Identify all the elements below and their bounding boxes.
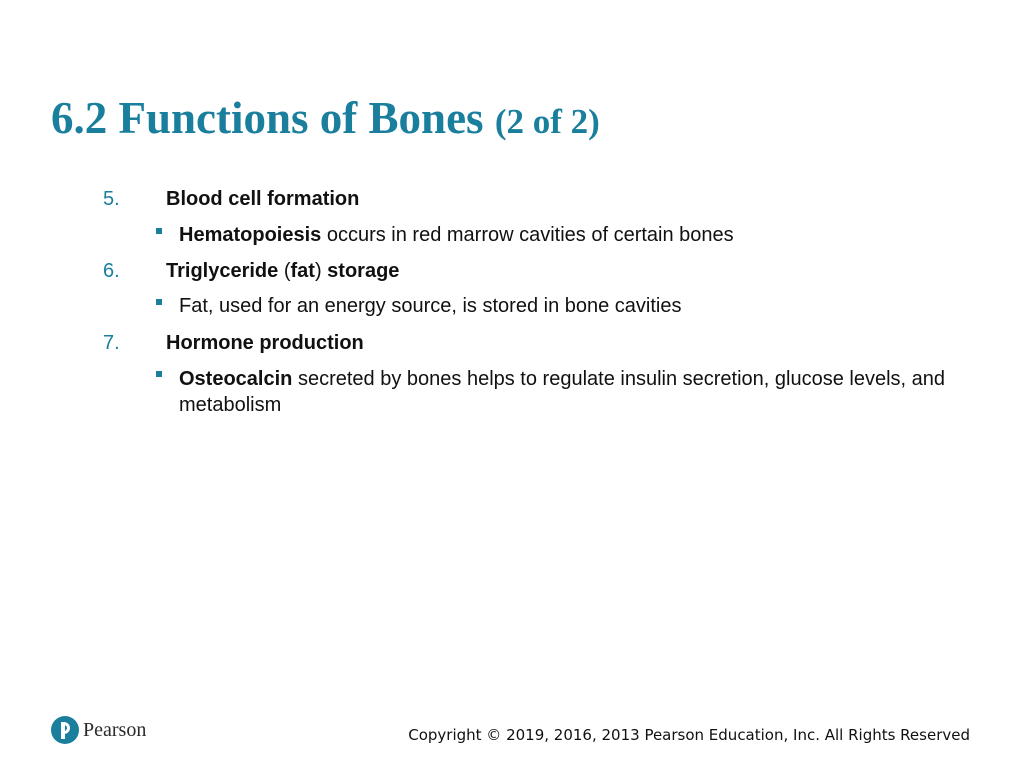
slide-title-main: 6.2 Functions of Bones [51,93,484,143]
item-detail-term: Osteocalcin [179,368,293,390]
bullet-square-icon [156,371,162,377]
bullet-square-icon [156,299,162,305]
item-detail-term: Hematopoiesis [179,224,322,246]
item-number: 5. [103,188,120,210]
item-detail-text: secreted by bones helps to regulate insulin secretion, glucose levels, and metabolism [179,368,946,416]
item-heading-part: storage [327,260,400,282]
item-heading-part: ( [278,260,291,282]
item-number: 6. [103,260,120,282]
item-heading [166,259,399,283]
item-heading-part: ) [314,260,328,282]
item-heading-part: fat [290,260,315,282]
copyright-notice: Copyright © 2019, 2016, 2013 Pearson Education, Inc. All Rights Reserved [408,726,970,744]
item-detail [179,222,969,248]
item-detail [179,293,969,319]
item-detail-text: Fat, used for an energy source, is stored in bone cavities [179,295,682,317]
pearson-p-icon [51,716,79,744]
item-heading: Hormone production [166,332,364,354]
pearson-logo [51,714,146,746]
item-detail-text: occurs in red marrow cavities of certain bones [321,224,734,246]
bullet-square-icon [156,228,162,234]
pearson-logo-text: Pearson [83,718,147,741]
slide-title-sub: (2 of 2) [494,102,600,141]
item-heading: Blood cell formation [166,188,360,210]
item-number: 7. [103,332,120,354]
item-detail [179,366,969,418]
item-heading-part: Triglyceride [166,260,279,282]
